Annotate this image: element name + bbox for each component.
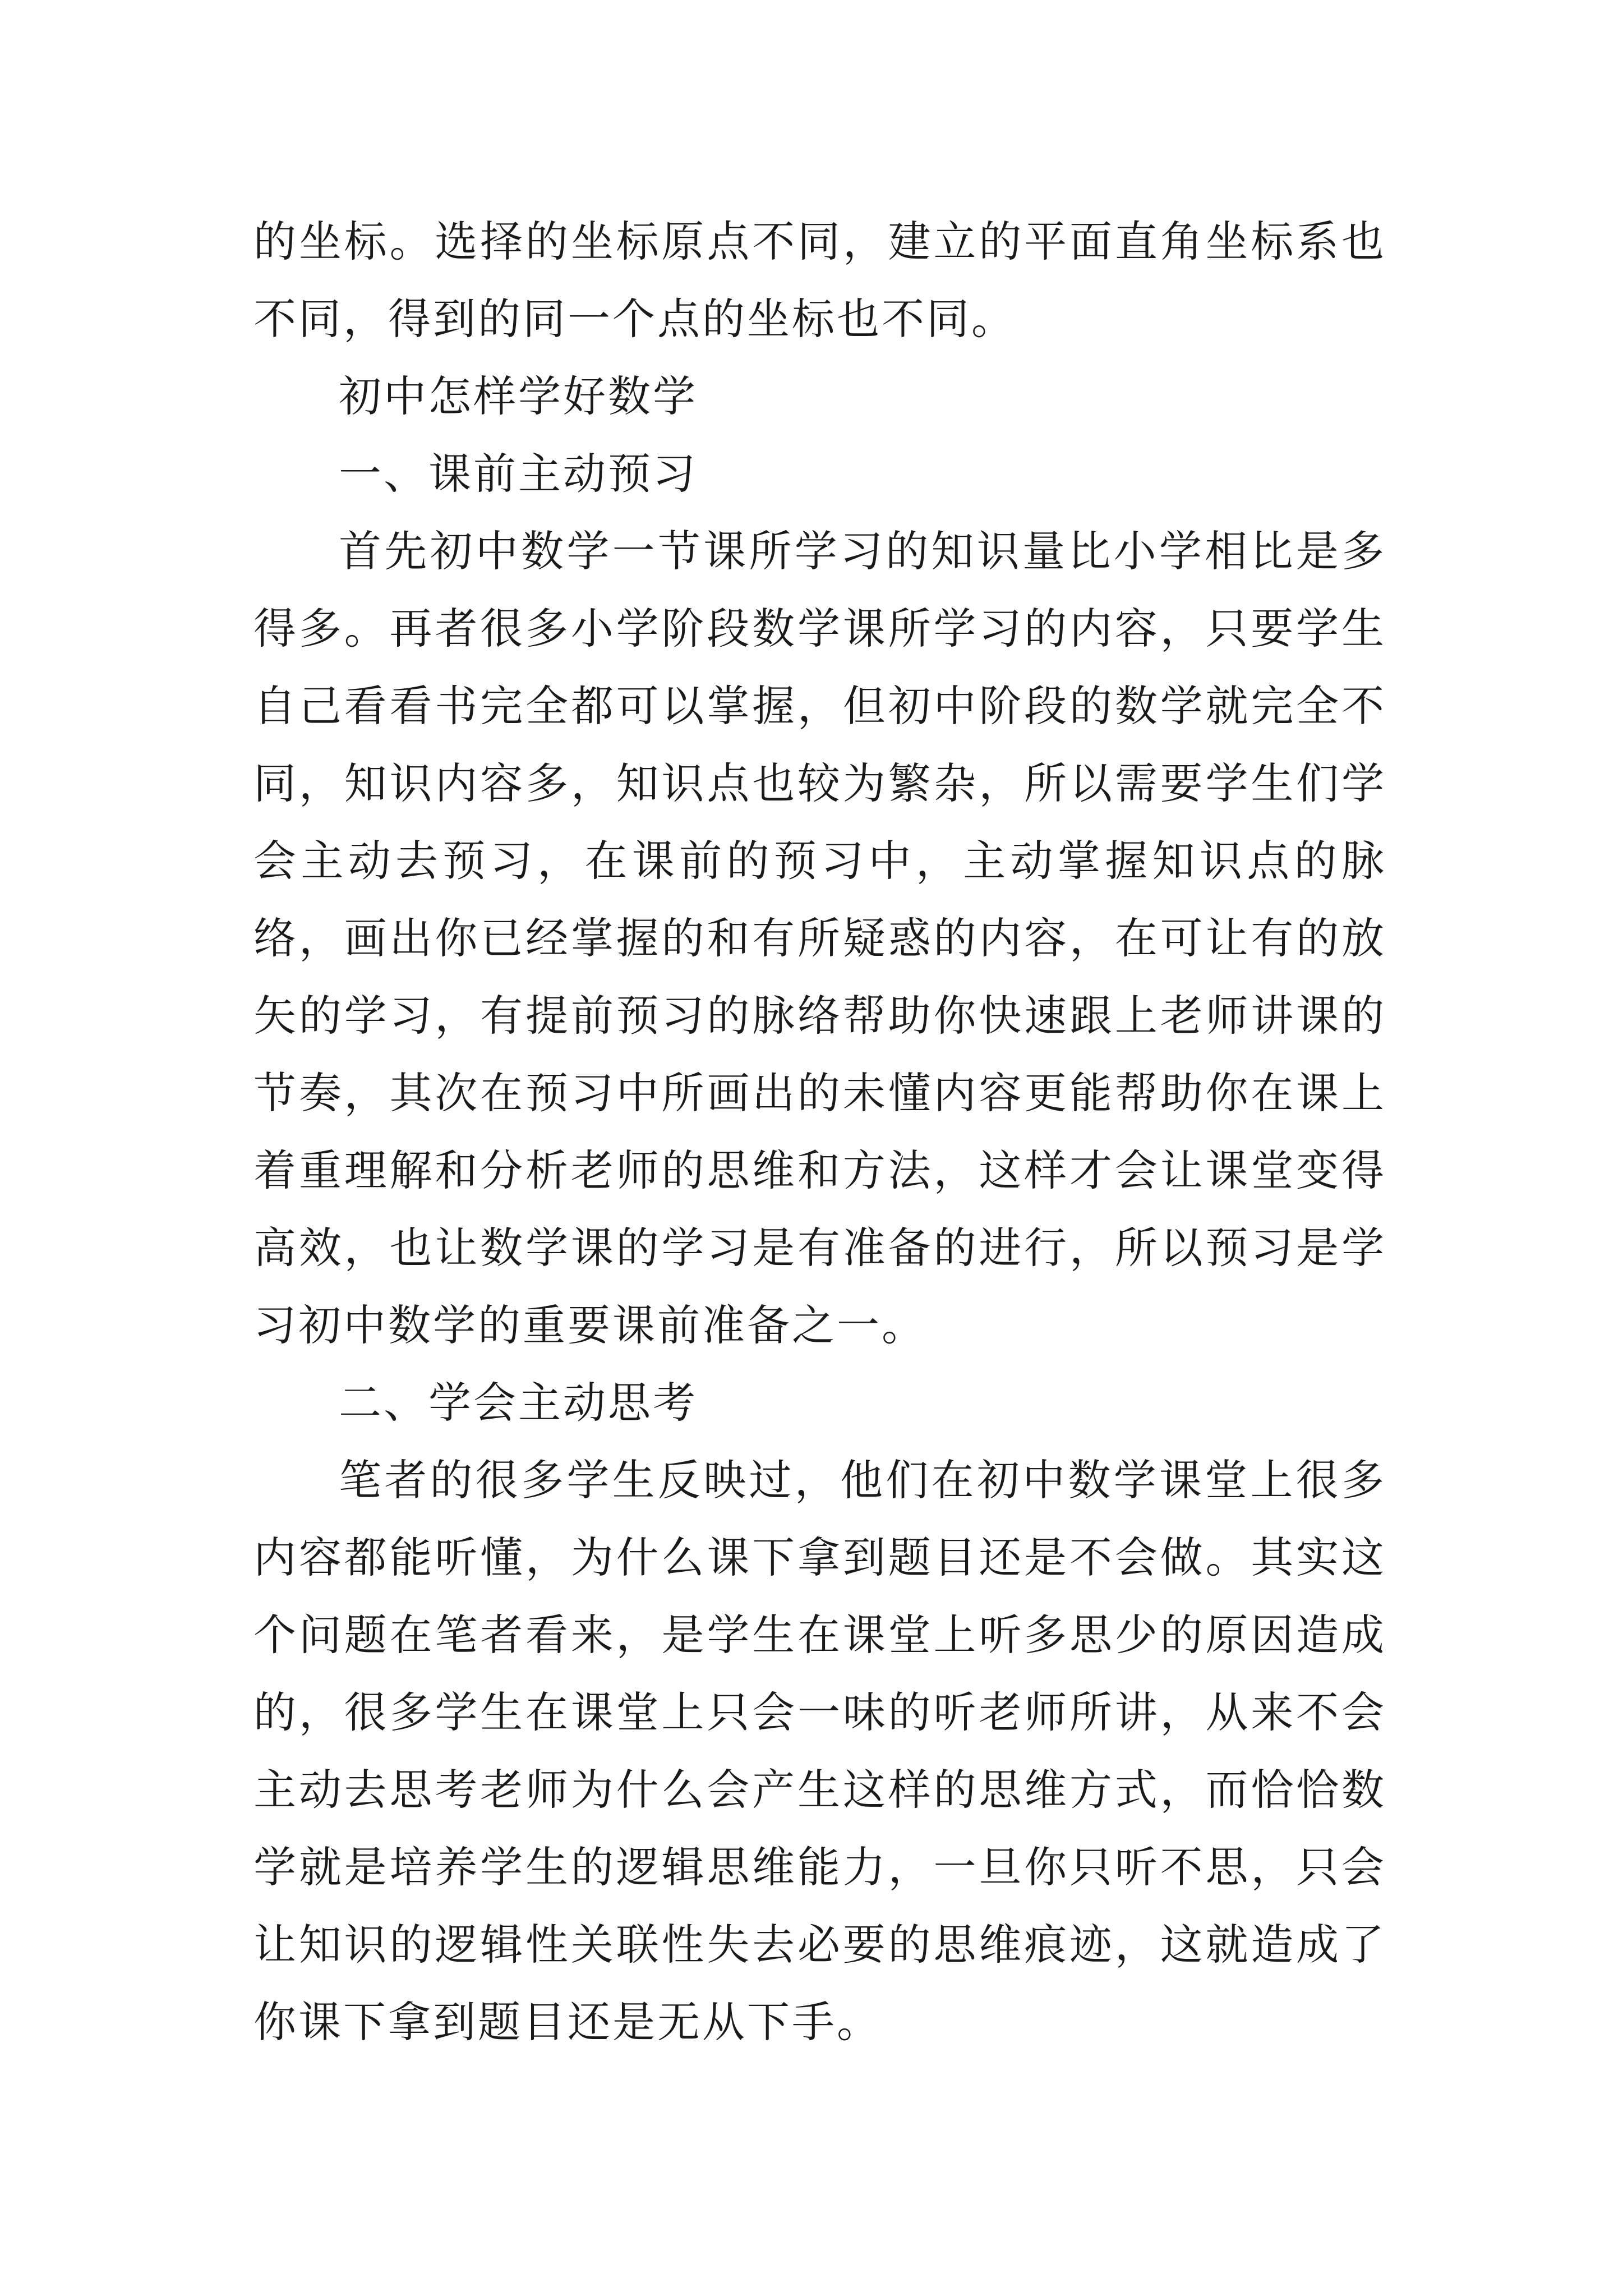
document-page — [253, 203, 1386, 2061]
continued-paragraph: 的坐标。选择的坐标原点不同，建立的平面直角坐标系也不同，得到的同一个点的坐标也不同。 — [253, 217, 1386, 344]
section-heading-1: 一、课前主动预习 — [339, 449, 698, 499]
section-body-2: 笔者的很多学生反映过，他们在初中数学课堂上很多内容都能听懂，为什么课下拿到题目还是不会做。其实这个问题在笔者看来，是学生在课堂上听多思少的原因造成的，很多学生在课堂上只会一味的听老师所讲，从来不会主动去思考老师为什么会产生这样的思维方式，而恰恰数学就是培养学生的逻辑思维能力，一旦你只听不思，只会让知识的逻辑性关联性失去必要的思维痕迹，这就造成了你课下拿到题目还是无从下手。 — [253, 1455, 1386, 2047]
section-body-1: 首先初中数学一节课所学习的知识量比小学相比是多得多。再者很多小学阶段数学课所学习的内容，只要学生自己看看书完全都可以掌握，但初中阶段的数学就完全不同，知识内容多，知识点也较为繁杂，所以需要学生们学会主动去预习，在课前的预习中，主动掌握知识点的脉络，画出你已经掌握的和有所疑惑的内容，在可让有的放矢的学习，有提前预习的脉络帮助你快速跟上老师讲课的节奏，其次在预习中所画出的未懂内容更能帮助你在课上着重理解和分析老师的思维和方法，这样才会让课堂变得高效，也让数学课的学习是有准备的进行，所以预习是学习初中数学的重要课前准备之一。 — [253, 526, 1386, 1350]
document-title: 初中怎样学好数学 — [339, 371, 698, 421]
section-heading-2: 二、学会主动思考 — [339, 1378, 698, 1428]
